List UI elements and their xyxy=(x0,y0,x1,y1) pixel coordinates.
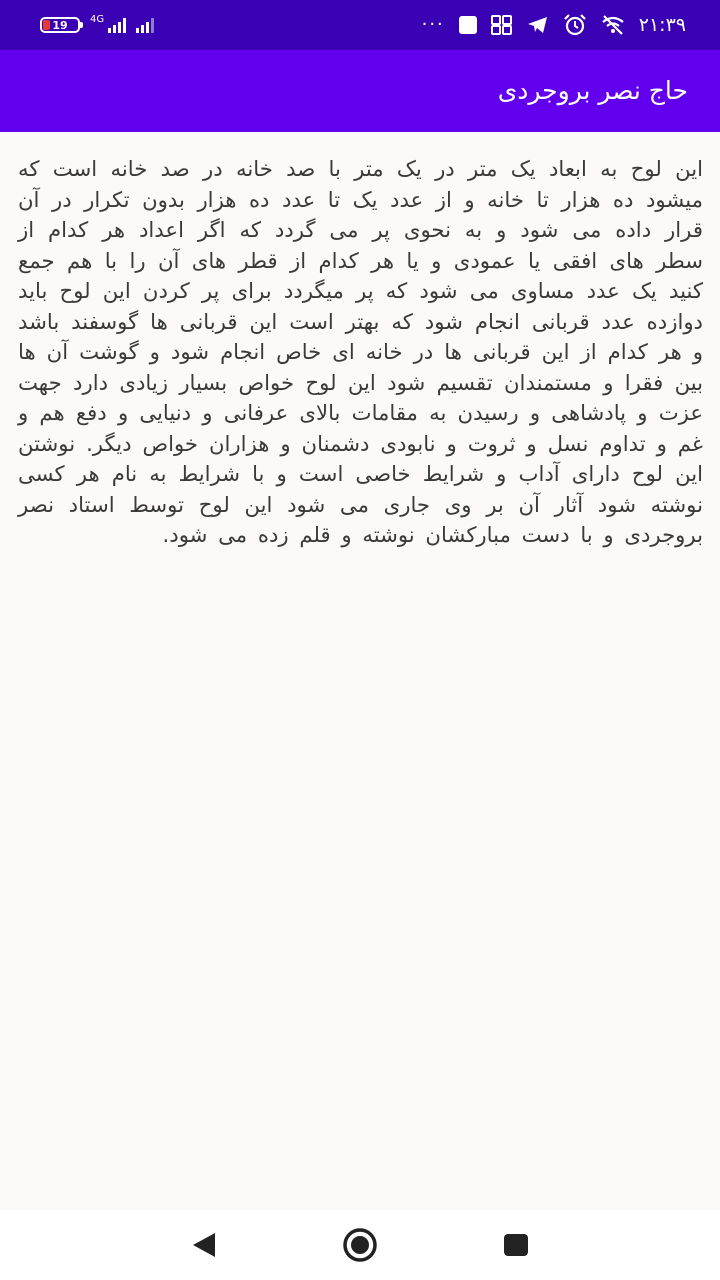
recents-button[interactable] xyxy=(486,1210,546,1280)
back-button[interactable] xyxy=(174,1210,234,1280)
grid-icon xyxy=(491,15,513,35)
network-type: 4G xyxy=(90,14,105,25)
square-icon xyxy=(459,16,477,34)
dots-icon: ··· xyxy=(421,14,445,35)
wifi-off-icon xyxy=(601,14,625,36)
navigation-bar xyxy=(0,1210,720,1280)
signal-icon xyxy=(108,17,126,33)
home-button[interactable] xyxy=(330,1210,390,1280)
battery-level: 19 xyxy=(52,18,68,32)
clock: ۲۱:۳۹ xyxy=(638,14,686,36)
status-bar xyxy=(0,0,720,50)
status-right-group xyxy=(422,0,686,50)
page-title: حاج نصر بروجردی xyxy=(497,76,688,105)
alarm-icon xyxy=(563,14,587,36)
status-left-group xyxy=(40,0,154,50)
battery-fill xyxy=(43,20,50,30)
back-icon xyxy=(189,1231,219,1259)
article-text: این لوح به ابعاد یک متر در یک متر با صد خانه در صد خانه است که میشود ده هزار تا خانه و از عدد یک تا عدد ده هزار بدون تکرار در آن قرار داده می شود و به نحوی پر می گردد که اگر اعداد هر کدام از سطر های افقی یا عمودی و یا هر کدام از قطر های آن را با هم جمع کنید یک عدد مساوی می شود که پر میگردد برای پر کردن این لوح باید دوازده عدد قربانی انجام شود که بهتر است این قربانی ها گوسفند باشد و هر کدام از این قربانی ها در خانه ای خاص انجام شود و گوشت آن ها بین فقرا و مستمندان تقسیم شود این لوح خواص بسیار زیادی دارد جهت عزت و پادشاهی و رسیدن به مقامات بالای عرفانی و دنیایی و دفع هم و غم و تداوم نسل و ثروت و نابودی دشمنان و هزاران خواص دیگر. نوشتن این لوح دارای آداب و شرایط خاصی است و با شرایط به نام هر کسی نوشته شود آثار آن بر وی جاری می شود این لوح توسط استاد نصر بروجردی و با دست مبارکشان نوشته و قلم زده می شود. xyxy=(18,156,703,547)
signal-icon xyxy=(136,17,154,33)
app-bar xyxy=(0,50,720,132)
battery-icon xyxy=(40,17,80,33)
recents-icon xyxy=(502,1231,530,1259)
home-icon xyxy=(341,1226,379,1264)
telegram-icon xyxy=(527,15,549,35)
